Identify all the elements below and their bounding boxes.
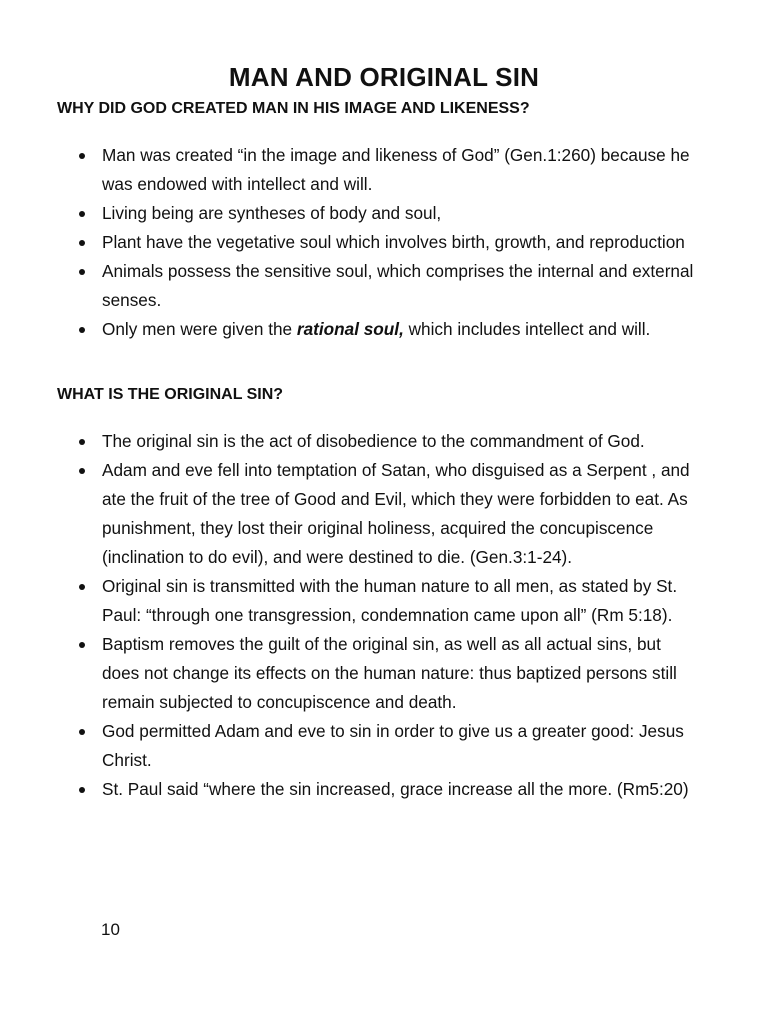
bullet-list-original-sin	[0, 427, 700, 804]
list-item-text: Man was created “in the image and likeness of God” (Gen.1:260) because he was endowed with intellect and will.	[102, 145, 690, 194]
section-heading-original-sin: WHAT IS THE ORIGINAL SIN?	[57, 386, 284, 403]
bullet-icon	[79, 153, 85, 159]
list-item	[0, 456, 700, 572]
bullet-icon	[79, 642, 85, 648]
bullet-icon	[79, 729, 85, 735]
list-item	[0, 717, 700, 775]
bullet-icon	[79, 240, 85, 246]
list-item	[0, 775, 700, 804]
list-item-text: Plant have the vegetative soul which involves birth, growth, and reproduction	[102, 232, 685, 252]
list-item	[0, 199, 700, 228]
list-item-text: which includes intellect and will.	[403, 319, 651, 339]
bullet-icon	[79, 468, 85, 474]
list-item	[0, 572, 700, 630]
list-item-text: St. Paul said “where the sin increased, grace increase all the more. (Rm5:20)	[102, 779, 689, 799]
list-item	[0, 141, 700, 199]
list-item	[0, 257, 700, 315]
list-item-text: God permitted Adam and eve to sin in order to give us a greater good: Jesus Christ.	[102, 721, 684, 770]
list-item-text: Adam and eve fell into temptation of Satan, who disguised as a Serpent , and ate the fruit of the tree of Good and Evil, which they were forbidden to eat. As punishment, they lost their original holiness, acquired the concupiscence (inclination to do evil), and were destined to die. (Gen.3:1-24).	[102, 460, 690, 567]
section-heading-image-likeness: WHY DID GOD CREATED MAN IN HIS IMAGE AND LIKENESS?	[57, 100, 530, 117]
bullet-icon	[79, 269, 85, 275]
page-number: 10	[101, 920, 120, 939]
list-item-text: Animals possess the sensitive soul, which comprises the internal and external senses.	[102, 261, 694, 310]
list-item	[0, 630, 700, 717]
bullet-icon	[79, 787, 85, 793]
list-item	[0, 427, 700, 456]
bullet-icon	[79, 327, 85, 333]
page-title: MAN AND ORIGINAL SIN	[228, 62, 540, 92]
emphasized-term: rational soul,	[296, 319, 404, 339]
bullet-icon	[79, 584, 85, 590]
list-item-text: Original sin is transmitted with the human nature to all men, as stated by St. Paul: “through one transgression, condemnation came upon all” (Rm 5:18).	[102, 576, 678, 625]
list-item	[0, 228, 700, 257]
list-item	[0, 315, 700, 344]
list-item-text: Only men were given the	[102, 319, 297, 339]
list-item-text: The original sin is the act of disobedience to the commandment of God.	[102, 431, 645, 451]
list-item-text: Living being are syntheses of body and soul,	[102, 203, 442, 223]
bullet-icon	[79, 439, 85, 445]
bullet-icon	[79, 211, 85, 217]
bullet-list-image-likeness	[0, 141, 700, 344]
list-item-text: Baptism removes the guilt of the original sin, as well as all actual sins, but does not change its effects on the human nature: thus baptized persons still remain subjected to concupiscence and death.	[102, 634, 677, 712]
